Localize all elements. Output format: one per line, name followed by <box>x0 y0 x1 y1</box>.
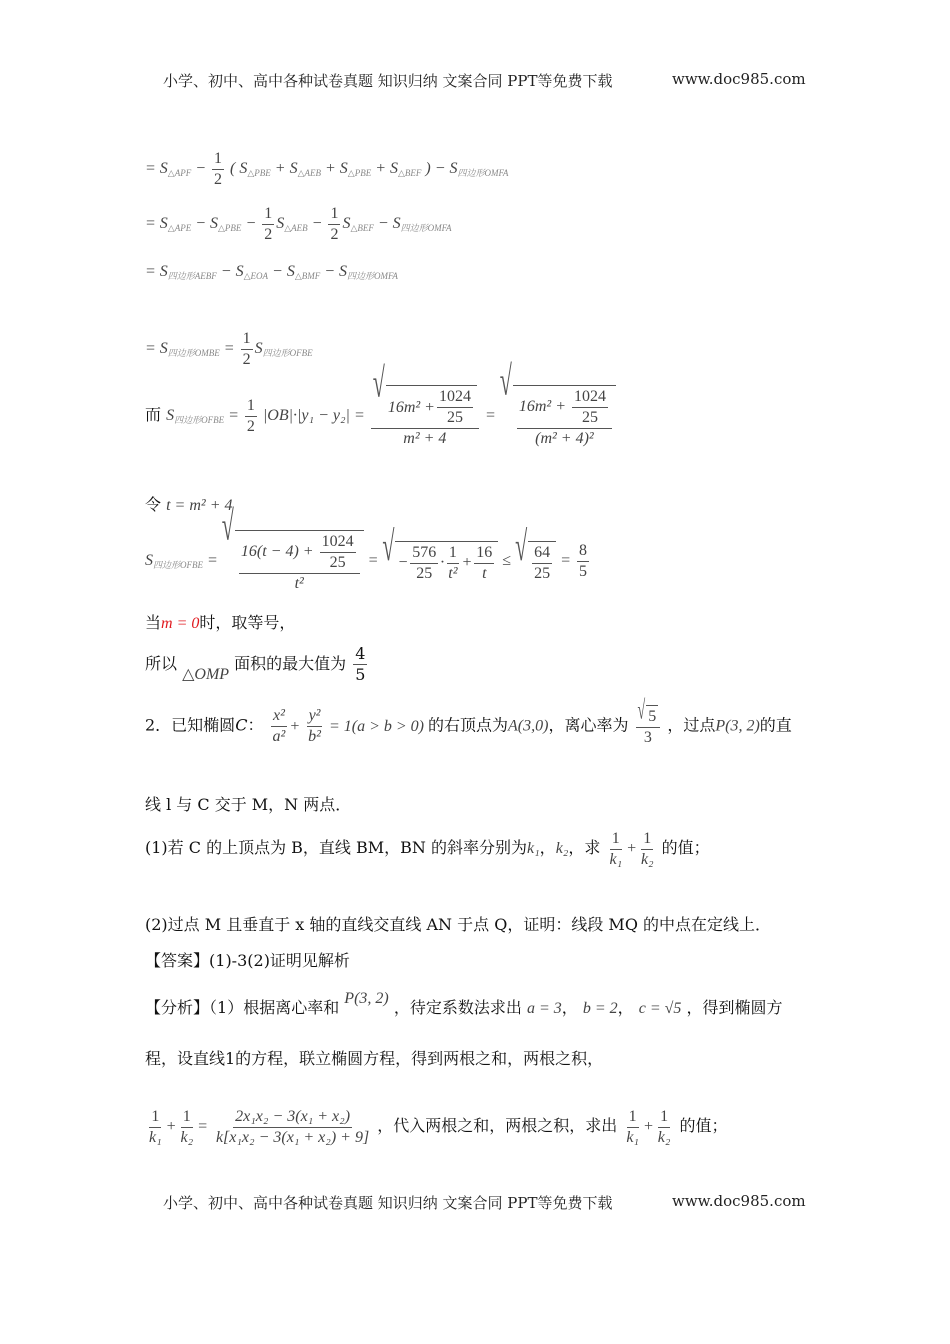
step-1: = $S_{\triangle APF}$ − $\frac{1}{2}$ ( $S_{\triangle PBE} + S_{\triangle AEB} + S_{\triangle PBE} + S_{\triangle BEF}$ ) − $S_{四边形OMFA}$ <box>145 150 509 188</box>
so-line: 所以 △OMP 面积的最大值为 $\frac{4}{5}$ <box>145 644 366 684</box>
analysis-line-1: 【分析】（1）根据离心率和 P(3, 2) ，待定系数法求出 a = 3， b = 2， c = √5 ，得到椭圆方 <box>145 990 783 1017</box>
step-4: = $S_{四边形OMBE}$ = $\frac{1}{2}$ $S_{四边形OFBE}$ <box>145 330 313 368</box>
question-1: (1)若 C 的上顶点为 B，直线 BM，BN 的斜率分别为k₁，k₂，求 $\frac{1}{\text{k₁}}$ + $\frac{1}{\text{k₂}}$ 的值； <box>145 830 710 868</box>
problem-2-line-2: 线 l 与 C 交于 M，N 两点． <box>145 795 352 814</box>
s-line: $S_{四边形OFBE}$ = √ 16(t − 4) + $\frac{1024}{25}$ t² = √ − $\frac{576}{25}$ · $\frac{1}{\text{t²}}$ + $\frac{16}{t}$ ≤ √ $\frac{64}{25}$ = $\frac{8}{5}$ <box>145 501 587 592</box>
step-2: = $S_{\triangle APE} - S_{\triangle PBE}$ − $\frac{1}{2}$ $S_{\triangle AEB}$ − $\frac{1}{2}$ $S_{\triangle BEF} - S_{四边形OMFA}$ <box>145 205 452 243</box>
answer-line: 【答案】(1)-3(2)证明见解析 <box>145 951 350 970</box>
step-3: = $S_{四边形AEBF} - S_{\triangle EOA} - S_{\triangle BMF} - S_{四边形OMFA}$ <box>145 263 398 281</box>
when-line: 当m = 0时，取等号， <box>145 613 296 632</box>
footer-url: www.doc985.com <box>672 1192 806 1210</box>
problem-2-line-1: 2．已知椭圆C： $\frac{\text{x²}}{\text{a²}}$ + $\frac{\text{y²}}{\text{b²}}$ = 1(a > b > 0) 的右顶点为A(3,0)，离心率为 √ 5 3 ，过点P(3, 2)的直 <box>145 697 792 746</box>
area-line: 而 $S_{四边形OFBE}$ = $\frac{1}{2}$ |OB|·|y₁ − y₂| = √ 16m² + $\frac{1024}{25}$ m² + 4 = √ 16m² + $\frac{1024}{25}$ (m² + 4)² <box>145 385 616 448</box>
analysis-line-3: $\frac{1}{\text{k₁}}$ + $\frac{1}{\text{k₂}}$ = $\frac{\text{2x₁x₂ − 3(x₁ + x₂)}}{\text{k[x₁x₂ − 3(x₁ + x₂) + 9]}}$ ，代入两根之和，两根之积，求出 $\frac{1}{\text{k₁}}$ + $\frac{1}{\text{k₂}}$ 的值； <box>149 1108 728 1146</box>
question-2: (2)过点 M 且垂直于 x 轴的直线交直线 AN 于点 Q，证明：线段 MQ 的中点在定线上． <box>145 915 772 934</box>
analysis-line-2: 程，设直线1的方程，联立椭圆方程，得到两根之和，两根之积， <box>145 1049 604 1068</box>
let-line: 令 t = m² + 4 <box>145 495 233 514</box>
header-url: www.doc985.com <box>672 70 806 88</box>
header-text: 小学、初中、高中各种试卷真题 知识归纳 文案合同 PPT等免费下载 <box>163 72 613 90</box>
footer-text: 小学、初中、高中各种试卷真题 知识归纳 文案合同 PPT等免费下载 <box>163 1194 613 1212</box>
